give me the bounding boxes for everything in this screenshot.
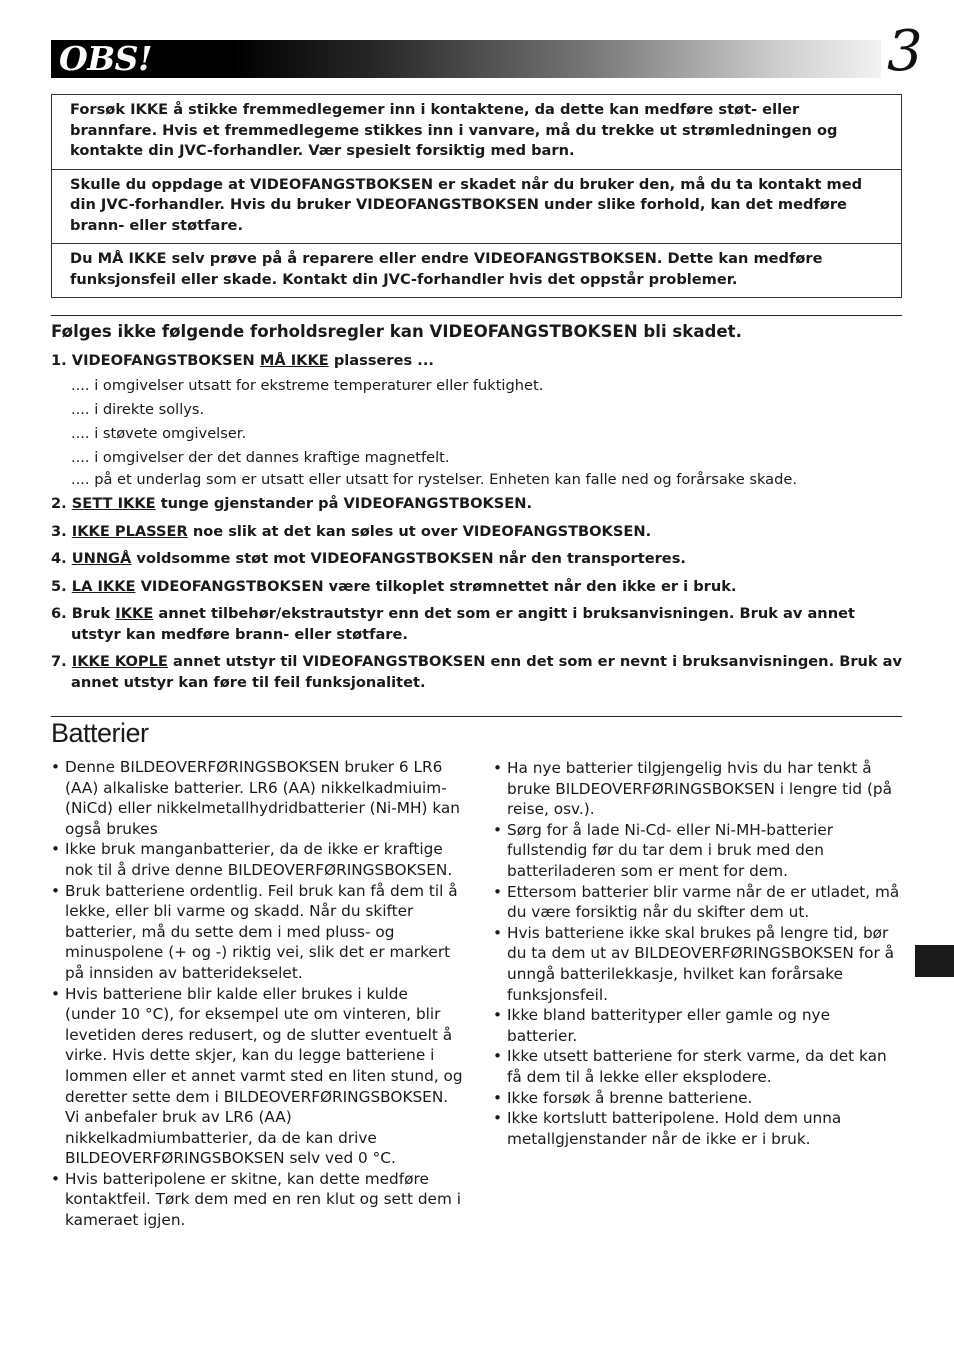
bullet-glyph: • [493,1088,503,1107]
bullet-text: Ettersom batterier blir varme når de er utladet, må du være forsiktig når du skifter dem ut. [507,882,900,922]
warning-item: Skulle du oppdage at VIDEOFANGSTBOKSEN er skadet når du bruker den, må du ta kontakt med din JVC-forhandler. Hvis du bruker VIDEOFANGSTBOKSEN under slike forhold, kan det medføre brann- eller støtfare. [52,169,901,244]
bullet-glyph: • [493,1006,503,1025]
item-text: 1. VIDEOFANGSTBOKSEN [51,352,260,369]
precaution-item-3 [51,522,906,543]
bullet-item [493,1005,903,1046]
item-text: tunge gjenstander på VIDEOFANGSTBOKSEN. [155,495,533,513]
precaution-sub-item: .... i omgivelser der det dannes kraftige magnetfelt. [71,449,450,467]
bullet-item [493,1088,903,1109]
bullet-text: Ikke kortslutt batteripolene. Hold dem unna metallgjenstander når de ikke er i bruk. [507,1109,842,1148]
item-number: 7. [51,653,72,671]
item-number: 4. [51,550,72,568]
bullet-glyph: • [51,1169,61,1188]
bullet-item [51,881,463,984]
bullet-item [493,1108,903,1149]
bullet-item [493,882,903,923]
bullet-item [51,1169,463,1231]
item-emphasis: IKKE [115,605,154,623]
precaution-item-2 [51,494,906,515]
precaution-item-5 [51,577,906,598]
item-text: plasseres ... [328,352,434,369]
precaution-item-7 [51,652,906,693]
bullet-glyph: • [51,758,61,776]
precaution-sub-item: .... i støvete omgivelser. [71,424,247,442]
divider-rule [51,716,902,717]
precaution-item-4 [51,549,906,570]
item-number: 3. [51,522,72,540]
bullet-text: Hvis batteripolene er skitne, kan dette medføre kontaktfeil. Tørk dem med en ren klut og sett dem i kameraet igjen. [65,1169,461,1230]
bullet-glyph: • [493,882,503,901]
precautions-intro: Følges ikke følgende forholdsregler kan VIDEOFANGSTBOKSEN bli skadet. [51,322,742,341]
header-bar [51,40,881,78]
item-emphasis: MÅ IKKE [259,352,329,369]
bullet-glyph: • [51,881,61,900]
item-emphasis: LA IKKE [71,577,136,595]
precaution-item-6 [51,604,906,645]
bullet-text: Hvis batteriene ikke skal brukes på lengre tid, bør du ta dem ut av BILDEOVERFØRINGSBOKSEN for å unngå batterilekkasje, hvilket kan forårsake funksjonsfeil. [507,923,894,1004]
divider-rule [51,315,902,316]
bullet-text: Ikke bland batterityper eller gamle og nye batterier. [507,1006,830,1045]
bullet-text: Denne BILDEOVERFØRINGSBOKSEN bruker 6 LR6 (AA) alkaliske batterier. LR6 (AA) nikkelkadmiuim- (NiCd) eller nikkelmetallhydridbatterier (Ni-MH) kan også brukes [65,758,460,838]
bullet-glyph: • [493,923,503,942]
item-text: VIDEOFANGSTBOKSEN være tilkoplet strømnettet når den ikke er i bruk. [135,577,737,595]
item-text: noe slik at det kan søles ut over VIDEOFANGSTBOKSEN. [187,522,652,540]
item-emphasis: UNNGÅ [71,550,132,568]
section-tab-marker [915,945,954,977]
bullet-glyph: • [493,1109,503,1128]
bullet-text: Bruk batteriene ordentlig. Feil bruk kan få dem til å lekke, eller bli varme og skadd. Når du skifter batterier, må du sette dem i med pluss- og minuspolene (+ og -) riktig vei, slik det er markert på innsiden av batteridekselet. [65,881,458,982]
warning-item: Forsøk IKKE å stikke fremmedlegemer inn i kontaktene, da dette kan medføre støt- eller brannfare. Hvis et fremmedlegeme stikkes inn i vanvare, må du trekke ut strømledningen og kontakte din JVC-forhandler. Vær spesielt forsiktig med barn. [70,101,838,159]
bullet-text: Ikke forsøk å brenne batteriene. [507,1088,753,1107]
bullet-glyph: • [51,840,61,859]
bullet-glyph: • [51,984,61,1003]
battery-column-right [493,758,903,1149]
bullet-text: Ikke utsett batteriene for sterk varme, da det kan få dem til å lekke eller eksplodere. [507,1047,887,1086]
item-emphasis: IKKE KOPLE [71,653,168,671]
bullet-glyph: • [493,1047,503,1066]
bullet-item [493,758,903,820]
bullet-text: Ikke bruk manganbatterier, da de ikke er kraftige nok til å drive denne BILDEOVERFØRINGSBOKSEN. [65,840,453,879]
precaution-sub-item: .... på et underlag som er utsatt eller utsatt for rystelser. Enheten kan falle ned og forårsake skade. [71,471,797,489]
bullet-item [493,923,903,1005]
bullet-item [493,1046,903,1087]
item-emphasis: SETT IKKE [71,495,156,513]
precaution-item-1 [51,351,906,372]
bullet-item [51,839,463,880]
item-number: 6. [51,605,72,623]
item-text: annet tilbehør/ekstrautstyr enn det som er angitt i bruksanvisningen. Bruk av annet utstyr kan medføre brann- eller støtfare. [71,605,855,643]
bullet-glyph: • [493,759,503,777]
item-number: 5. [51,577,72,595]
bullet-item [51,757,463,839]
page-number: 3 [887,19,923,84]
bullet-glyph: • [493,820,503,839]
page-title: OBS! [59,39,152,78]
bullet-item [51,984,463,1169]
bullet-text: Hvis batteriene blir kalde eller brukes i kulde (under 10 °C), for eksempel ute om vinteren, blir levetiden deres redusert, og de slutter eventuelt å virke. Hvis dette skjer, kan du legge batteriene i lommen eller et annet varmt sted en liten stund, og deretter sette dem i BILDEOVERFØRINGSBOKSEN. Vi anbefaler bruk av LR6 (AA) nikkelkadmiumbatterier, da de kan drive BILDEOVERFØRINGSBOKSEN selv ved 0 °C. [65,984,463,1168]
item-emphasis: IKKE PLASSER [71,522,188,540]
precautions-list [51,351,906,693]
warning-box [51,94,902,298]
bullet-text: Ha nye batterier tilgjengelig hvis du har tenkt å bruke BILDEOVERFØRINGSBOKSEN i lengre tid (på reise, osv.). [507,759,893,819]
warning-item: Du MÅ IKKE selv prøve på å reparere eller endre VIDEOFANGSTBOKSEN. Dette kan medføre funksjonsfeil eller skade. Kontakt din JVC-forhandler hvis det oppstår problemer. [52,243,901,297]
precaution-sub-item: .... i direkte sollys. [71,400,205,418]
section-title: Batterier [51,718,149,748]
bullet-text: Sørg for å lade Ni-Cd- eller Ni-MH-batterier fullstendig før du tar dem i bruk med den batteriladeren som er ment for dem. [507,820,834,880]
bullet-item [493,820,903,882]
precaution-sub-item: .... i omgivelser utsatt for ekstreme temperaturer eller fuktighet. [71,376,544,394]
item-number: 2. [51,495,72,513]
item-text: voldsomme støt mot VIDEOFANGSTBOKSEN når den transporteres. [131,550,686,568]
battery-column-left [51,757,463,1231]
item-text: Bruk [71,605,116,623]
item-text: annet utstyr til VIDEOFANGSTBOKSEN enn det som er nevnt i bruksanvisningen. Bruk av annet utstyr kan føre til feil funksjonalitet. [71,653,903,691]
